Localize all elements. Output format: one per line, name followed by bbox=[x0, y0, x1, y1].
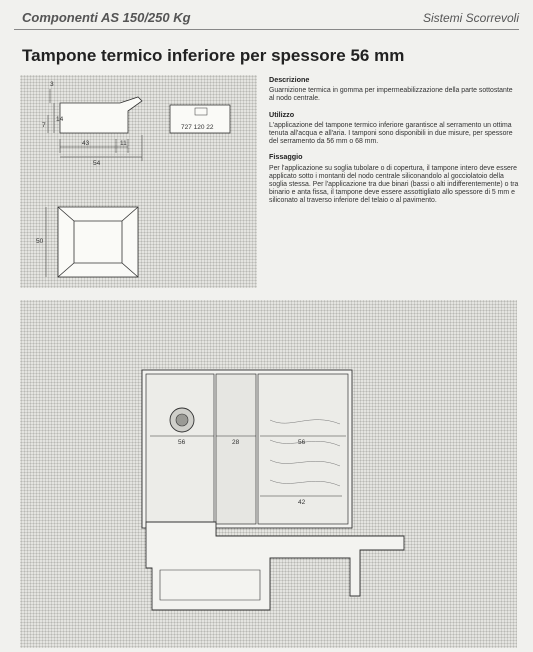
section-body-descrizione: Guarnizione termica in gomma per impermeabilizzazione della parte sottostante al nodo centrale. bbox=[269, 87, 513, 103]
dim-label: 7 bbox=[42, 122, 46, 129]
section-heading-utilizzo: Utilizzo bbox=[269, 109, 295, 119]
dim-label: 28 bbox=[232, 439, 240, 446]
description-text-column bbox=[269, 76, 519, 213]
dim-label: 14 bbox=[56, 116, 64, 123]
center-block bbox=[216, 374, 256, 524]
dim-label: 54 bbox=[93, 160, 101, 167]
dim-label: 11 bbox=[120, 140, 127, 147]
section-heading-descrizione: Descrizione bbox=[269, 75, 310, 84]
section-body-fissaggio: Per l'applicazione su soglia tubolare o di copertura, il tampone intero deve essere applicato sotto i montanti del nodo centrale siliconandolo al gocciolatoio della soglia stessa. Per l'applicazione tra due binari (bassi o alti indifferentemente) o tra binario e anta fissa, il tampone deve essere assottigliato allo spessore di 5 mm e siliconato al traverso inferiore del telaio o al pavimento. bbox=[269, 164, 519, 205]
page-title: Tampone termico inferiore per spessore 56 mm bbox=[22, 46, 405, 65]
header-left-title: Componenti AS 150/250 Kg bbox=[22, 10, 191, 25]
dim-label: 50 bbox=[36, 238, 44, 245]
assembly-section-panel bbox=[20, 300, 517, 648]
section-heading-fissaggio: Fissaggio bbox=[269, 152, 303, 162]
profile-drawing-panel bbox=[20, 75, 257, 288]
section-body-utilizzo: L'applicazione del tampone termico inferiore garantisce al serramento un ottima tenuta all'acqua e all'aria. I tamponi sono disponibili in due misure, per spessore del serramento da 56 mm o 68 mm. bbox=[269, 121, 513, 146]
profile-section-shape bbox=[60, 97, 142, 133]
dim-label: 56 bbox=[298, 439, 306, 446]
left-sash bbox=[146, 374, 214, 522]
dim-label: 56 bbox=[178, 439, 186, 446]
assembly-section-drawing bbox=[20, 300, 517, 648]
article-code: 727 120 22 bbox=[181, 124, 214, 131]
page-header bbox=[0, 0, 533, 30]
threshold-profile bbox=[146, 522, 404, 610]
dim-label: 3 bbox=[50, 81, 54, 88]
profile-drawing bbox=[20, 75, 257, 288]
dim-label: 42 bbox=[298, 499, 306, 506]
header-right-title: Sistemi Scorrevoli bbox=[422, 11, 519, 25]
header-rule bbox=[14, 29, 519, 30]
dim-label: 43 bbox=[82, 140, 90, 147]
